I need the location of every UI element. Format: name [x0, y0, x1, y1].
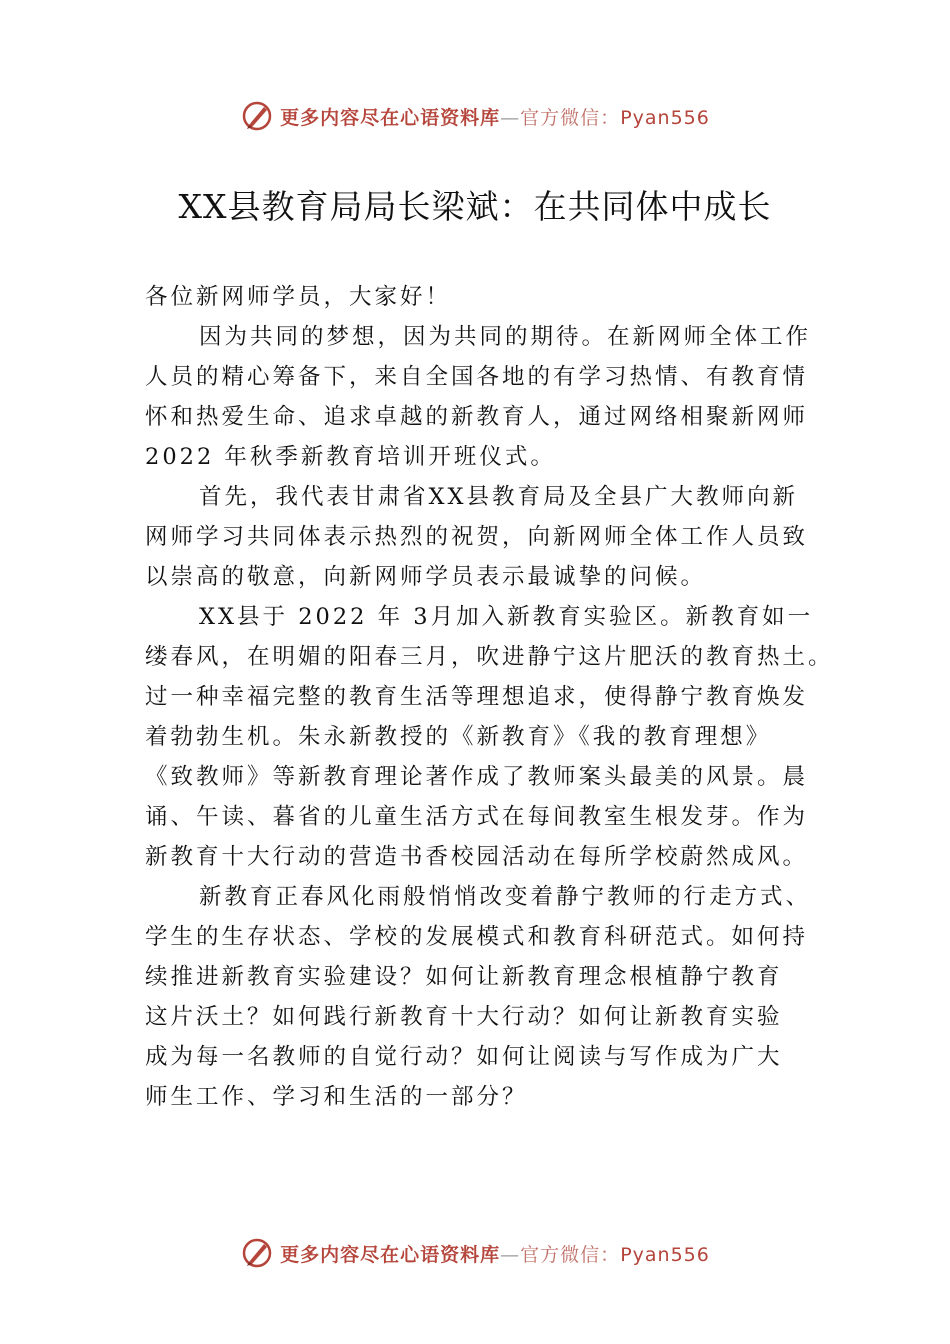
- header-wechat-label: 官方微信：: [520, 106, 621, 129]
- paragraph-line: 着勃勃生机。朱永新教授的《新教育》《我的教育理想》: [145, 724, 772, 750]
- paragraph-line: 诵、午读、暮省的儿童生活方式在每间教室生根发芽。作为: [145, 804, 809, 830]
- header-wechat-id: Pyan556: [620, 106, 710, 129]
- paragraph-line: 首先，我代表甘肃省XX县教育局及全县广大教师向新: [199, 484, 799, 510]
- paragraph-line: 过一种幸福完整的教育生活等理想追求，使得静宁教育焕发: [145, 684, 809, 710]
- pen-logo-icon: [240, 99, 274, 133]
- pen-logo-icon: [240, 1236, 274, 1270]
- paragraph-line: 成为每一名教师的自觉行动？如何让阅读与写作成为广大: [145, 1044, 783, 1070]
- greeting-line: 各位新网师学员，大家好！: [145, 284, 452, 310]
- paragraph-line: 新教育十大行动的营造书香校园活动在每所学校蔚然成风。: [145, 844, 809, 870]
- footer-banner-main: 更多内容尽在心语资料库: [280, 1243, 501, 1266]
- paragraph-line: 这片沃土？如何践行新教育十大行动？如何让新教育实验: [145, 1004, 783, 1030]
- paragraph-line: 学生的生存状态、学校的发展模式和教育科研范式。如何持: [145, 924, 809, 950]
- paragraph-line: 师生工作、学习和生活的一部分？: [145, 1084, 528, 1110]
- footer-banner: [0, 1233, 950, 1273]
- header-banner: [0, 96, 950, 136]
- header-banner-main: 更多内容尽在心语资料库: [280, 106, 501, 129]
- header-banner-text: [280, 103, 710, 130]
- paragraph-line: 《致教师》等新教育理论著作成了教师案头最美的风景。晨: [145, 764, 809, 790]
- footer-banner-separator: —: [500, 1243, 521, 1266]
- paragraph-line: 新教育正春风化雨般悄悄改变着静宁教师的行走方式、: [199, 884, 812, 910]
- paragraph-line: 续推进新教育实验建设？如何让新教育理念根植静宁教育: [145, 964, 783, 990]
- paragraph-line: 怀和热爱生命、追求卓越的新教育人，通过网络相聚新网师: [145, 404, 809, 430]
- paragraph-line: 以崇高的敬意，向新网师学员表示最诚挚的问候。: [145, 564, 707, 590]
- paragraph-line: XX县于 2022 年 3月加入新教育实验区。新教育如一: [199, 604, 814, 630]
- footer-wechat-id: Pyan556: [620, 1243, 710, 1266]
- paragraph-line: 因为共同的梦想，因为共同的期待。在新网师全体工作: [199, 324, 812, 350]
- paragraph-line: 人员的精心筹备下，来自全国各地的有学习热情、有教育情: [145, 364, 809, 390]
- footer-banner-text: [280, 1240, 710, 1267]
- paragraph-line: 缕春风，在明媚的阳春三月，吹进静宁这片肥沃的教育热土。: [145, 644, 834, 670]
- footer-wechat-label: 官方微信：: [520, 1243, 621, 1266]
- document-title: XX县教育局局长梁斌：在共同体中成长: [178, 187, 772, 226]
- header-banner-separator: —: [500, 106, 521, 129]
- paragraph-line: 2022 年秋季新教育培训开班仪式。: [145, 444, 556, 470]
- document-body: [145, 277, 834, 1117]
- paragraph-line: 网师学习共同体表示热烈的祝贺，向新网师全体工作人员致: [145, 524, 809, 550]
